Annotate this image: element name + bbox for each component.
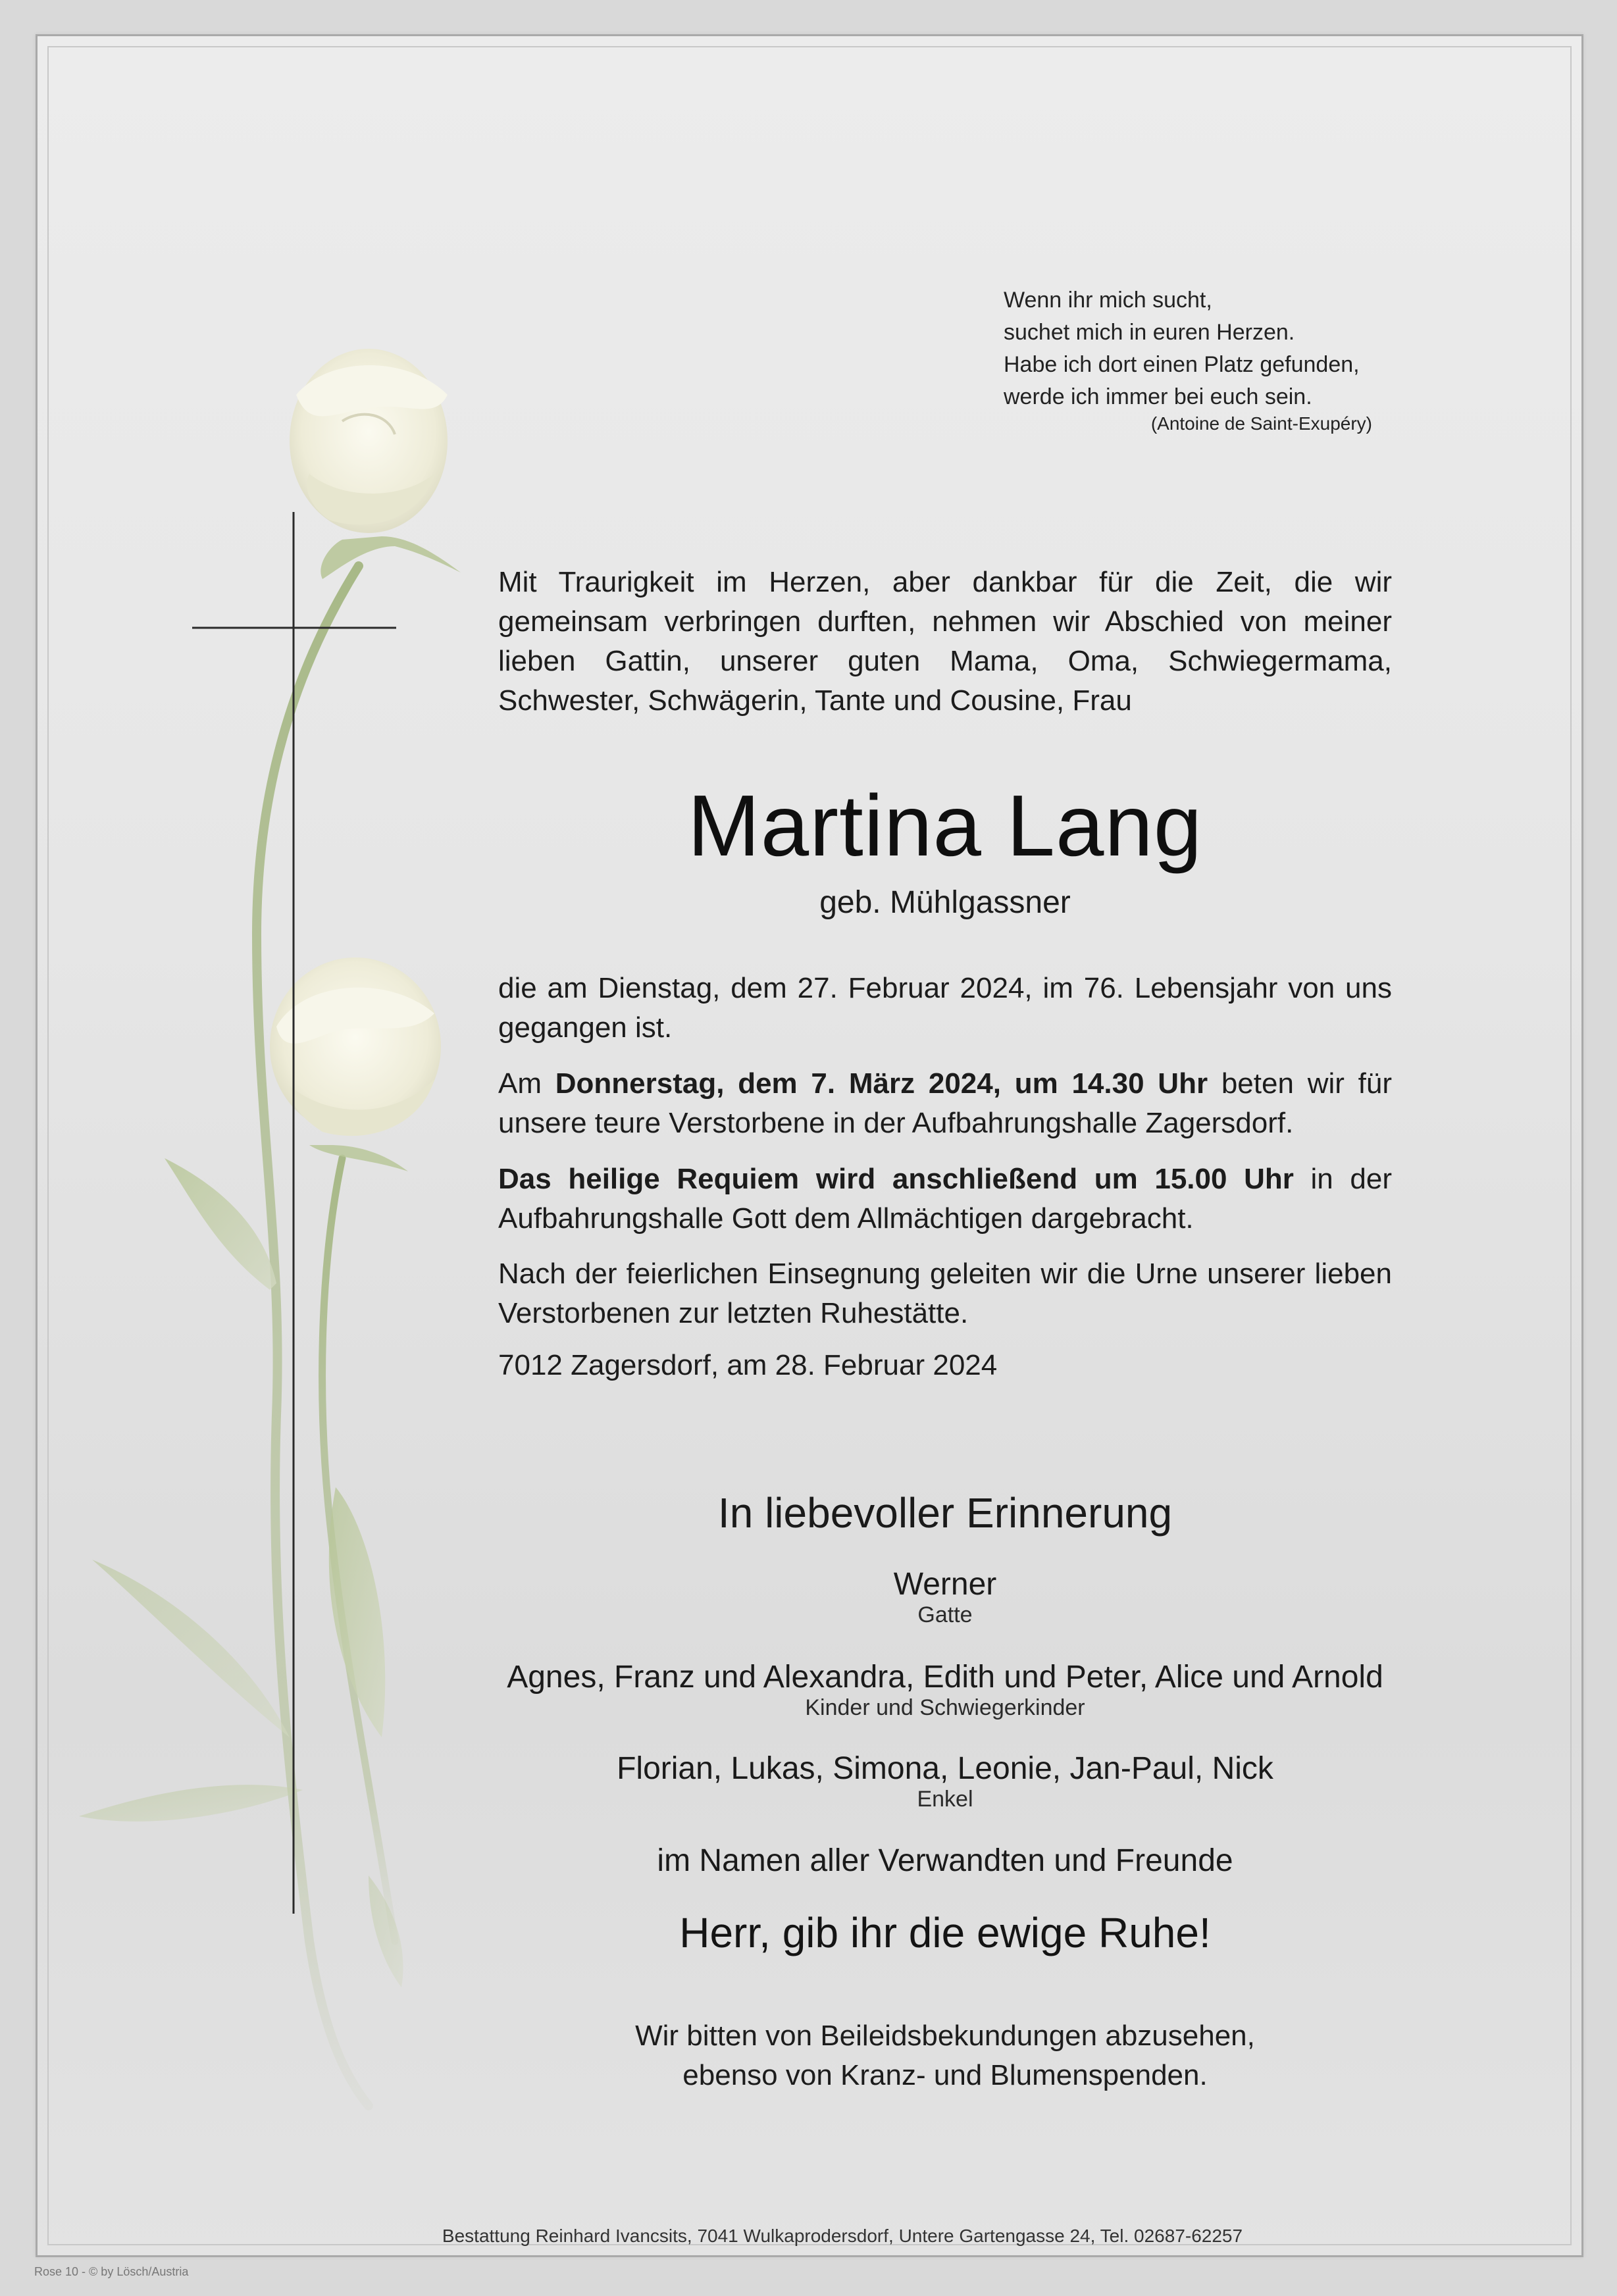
mourner-names: Werner bbox=[893, 1567, 997, 1602]
intro-text: Mit Traurigkeit im Herzen, aber dankbar für die Zeit, die wir gemeinsam verbringen durften, nehmen wir Abschied von meiner lieben Gattin, unserer guten Mama, Oma, Schwiegermama, Schwester, Schwägerin, Tante und Cousine, Frau bbox=[498, 566, 1392, 717]
quote bbox=[1004, 284, 1412, 413]
requiem-post: in der Aufbahrungshalle Gott dem Allmächtigen dargebracht. bbox=[498, 1163, 1393, 1235]
rose-stem-upper bbox=[257, 566, 369, 2106]
requiem-paragraph bbox=[498, 1160, 1392, 1238]
mourner-names: Agnes, Franz und Alexandra, Edith und Peter, Alice und Arnold bbox=[507, 1660, 1383, 1695]
memory-heading: In liebevoller Erinnerung bbox=[717, 1489, 1173, 1537]
mourner-group bbox=[498, 1750, 1392, 1812]
place-date: 7012 Zagersdorf, am 28. Februar 2024 bbox=[498, 1349, 998, 1381]
prayer-pre: Am bbox=[498, 1067, 555, 1100]
quote-author: (Antoine de Saint-Exupéry) bbox=[1150, 413, 1372, 434]
prayer-paragraph bbox=[498, 1064, 1392, 1143]
mourner-role: Enkel bbox=[917, 1787, 973, 1812]
requiem-time: Das heilige Requiem wird anschließend um 15.00 Uhr bbox=[498, 1163, 1294, 1195]
blessing: Herr, gib ihr die ewige Ruhe! bbox=[679, 1909, 1211, 1956]
burial-paragraph: Nach der feierlichen Einsegnung geleiten wir die Urne unserer lieben Verstorbenen zur letzten Ruhestätte. bbox=[498, 1258, 1392, 1329]
mourner-group bbox=[498, 1659, 1392, 1721]
prayer-date: Donnerstag, dem 7. März 2024, um 14.30 Uhr bbox=[555, 1067, 1208, 1100]
leaf-4 bbox=[79, 1785, 303, 1822]
leaf-1 bbox=[165, 1158, 276, 1290]
maiden-name: geb. Mühlgassner bbox=[819, 885, 1071, 920]
quote-line: Habe ich dort einen Platz gefunden, bbox=[1004, 352, 1360, 377]
rose-upper bbox=[290, 349, 461, 579]
quote-line: werde ich immer bei euch sein. bbox=[1004, 384, 1312, 409]
deceased-name: Martina Lang bbox=[687, 777, 1203, 874]
death-notice: die am Dienstag, dem 27. Februar 2024, im 76. Lebensjahr von uns gegangen ist. bbox=[498, 972, 1392, 1044]
closing-request bbox=[498, 2016, 1392, 2095]
closing-line: ebenso von Kranz- und Blumenspenden. bbox=[682, 2059, 1208, 2091]
funeral-home-footer: Bestattung Reinhard Ivancsits, 7041 Wulkaprodersdorf, Untere Gartengasse 24, Tel. 02687-62257 bbox=[442, 2226, 1243, 2246]
on-behalf: im Namen aller Verwandten und Freunde bbox=[657, 1843, 1233, 1878]
quote-line: Wenn ihr mich sucht, bbox=[1004, 288, 1212, 313]
closing-line: Wir bitten von Beileidsbekundungen abzusehen, bbox=[635, 2020, 1255, 2052]
mourner-names: Florian, Lukas, Simona, Leonie, Jan-Paul, Nick bbox=[617, 1751, 1273, 1786]
rose-lower bbox=[270, 957, 441, 1171]
quote-line: suchet mich in euren Herzen. bbox=[1004, 320, 1295, 345]
leaf-3 bbox=[92, 1560, 290, 1737]
mourner-group bbox=[498, 1566, 1392, 1628]
mourner-role: Gatte bbox=[917, 1602, 973, 1627]
prayer-post: beten wir für unsere teure Verstorbene in der Aufbahrungshalle Zagersdorf. bbox=[498, 1067, 1392, 1139]
imprint: Rose 10 - © by Lösch/Austria bbox=[34, 2265, 189, 2278]
mourner-role: Kinder und Schwiegerkinder bbox=[805, 1695, 1085, 1720]
